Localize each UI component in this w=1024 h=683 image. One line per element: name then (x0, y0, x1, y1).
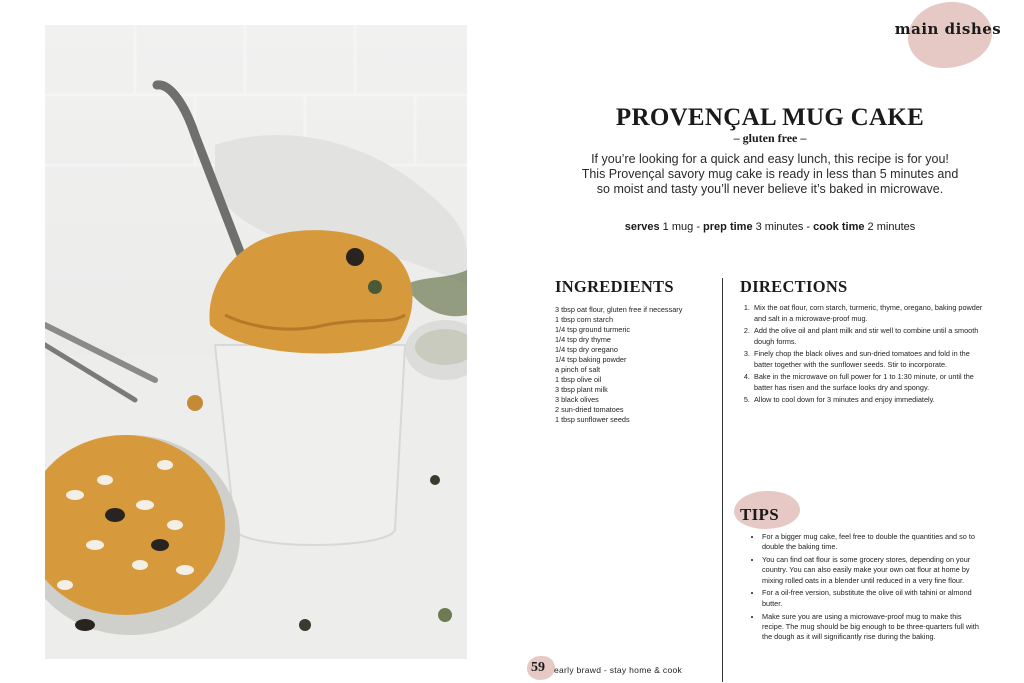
footer-text: early brawd - stay home & cook (554, 665, 683, 675)
column-divider (722, 278, 723, 682)
tips-list (748, 532, 983, 645)
prep-time-value: 3 minutes (755, 221, 804, 233)
direction-step: 1. Mix the oat flour, corn starch, turmeric, thyme, oregano, baking powder and salt in a microwave-proof mug. (752, 303, 983, 324)
ingredients-list (555, 305, 682, 425)
directions-heading: DIRECTIONS (740, 277, 848, 296)
directions-list (740, 303, 983, 408)
ingredient-item: 3 black olives (555, 395, 599, 404)
ingredient-item: 1/4 tsp dry thyme (555, 335, 611, 344)
page-number: 59 (531, 660, 545, 675)
ingredient-item: 3 tbsp oat flour, gluten free if necessary (555, 305, 683, 314)
cook-time-label: cook time (813, 221, 865, 233)
direction-step: 4. Bake in the microwave on full power for 1 to 1:30 minute, or until the batter has risen and the surface looks dry and spongy. (752, 372, 983, 393)
direction-step: 2. Add the olive oil and plant milk and stir well to combine until a smooth dough forms. (752, 326, 983, 347)
ingredient-item: 1 tbsp olive oil (555, 375, 602, 384)
recipe-intro: If you’re looking for a quick and easy lunch, this recipe is for you! This Provençal savory mug cake is ready in less than 5 minutes and so moist and tasty you’ll never believe it’s baked in microwave. (581, 152, 959, 196)
tip-item: • For a bigger mug cake, feel free to double the quantities and so to double the baking time. (762, 532, 983, 553)
tips-heading: TIPS (740, 505, 779, 524)
ingredient-item: 1 tbsp sunflower seeds (555, 415, 630, 424)
ingredient-item: 1/4 tsp baking powder (555, 355, 627, 364)
ingredient-item: 3 tbsp plant milk (555, 385, 608, 394)
cook-time-value: 2 minutes (867, 221, 916, 233)
meta-separator: - (806, 221, 811, 233)
ingredient-item: 2 sun-dried tomatoes (555, 405, 624, 414)
tip-item: • Make sure you are using a microwave-proof mug to make this recipe. The mug should be big enough to be three-quarters full with the dough as it will significantly rise during the baking. (762, 612, 983, 643)
recipe-photo (45, 25, 467, 659)
recipe-meta (560, 221, 980, 233)
serves-label: serves (624, 221, 660, 233)
ingredients-heading: INGREDIENTS (555, 277, 674, 296)
ingredient-item: 1 tbsp corn starch (555, 315, 613, 324)
ingredient-item: 1/4 tsp dry oregano (555, 345, 618, 354)
meta-separator: - (696, 221, 700, 233)
direction-step: 5. Allow to cool down for 3 minutes and enjoy immediately. (752, 395, 983, 406)
serves-value: 1 mug (662, 221, 694, 233)
recipe-title: PROVENÇAL MUG CAKE (615, 104, 925, 131)
tip-item: • For a oil-free version, substitute the olive oil with tahini or almond butter. (762, 588, 983, 609)
prep-time-label: prep time (703, 221, 753, 233)
section-label: main dishes (894, 20, 1002, 38)
direction-step: 3. Finely chop the black olives and sun-dried tomatoes and fold in the batter together with the sunflower seeds. Stir to incorporate. (752, 349, 983, 370)
recipe-subtitle: – gluten free – (733, 131, 807, 145)
tip-item: • You can find oat flour is some grocery stores, depending on your country. You can also easily make your own oat flour at home by mixing rolled oats in a blender until reduced in a very fine flour. (762, 555, 983, 586)
ingredient-item: 1/4 tsp ground turmeric (555, 325, 631, 334)
ingredient-item: a pinch of salt (555, 365, 601, 374)
mug-cake-illustration (45, 25, 467, 659)
